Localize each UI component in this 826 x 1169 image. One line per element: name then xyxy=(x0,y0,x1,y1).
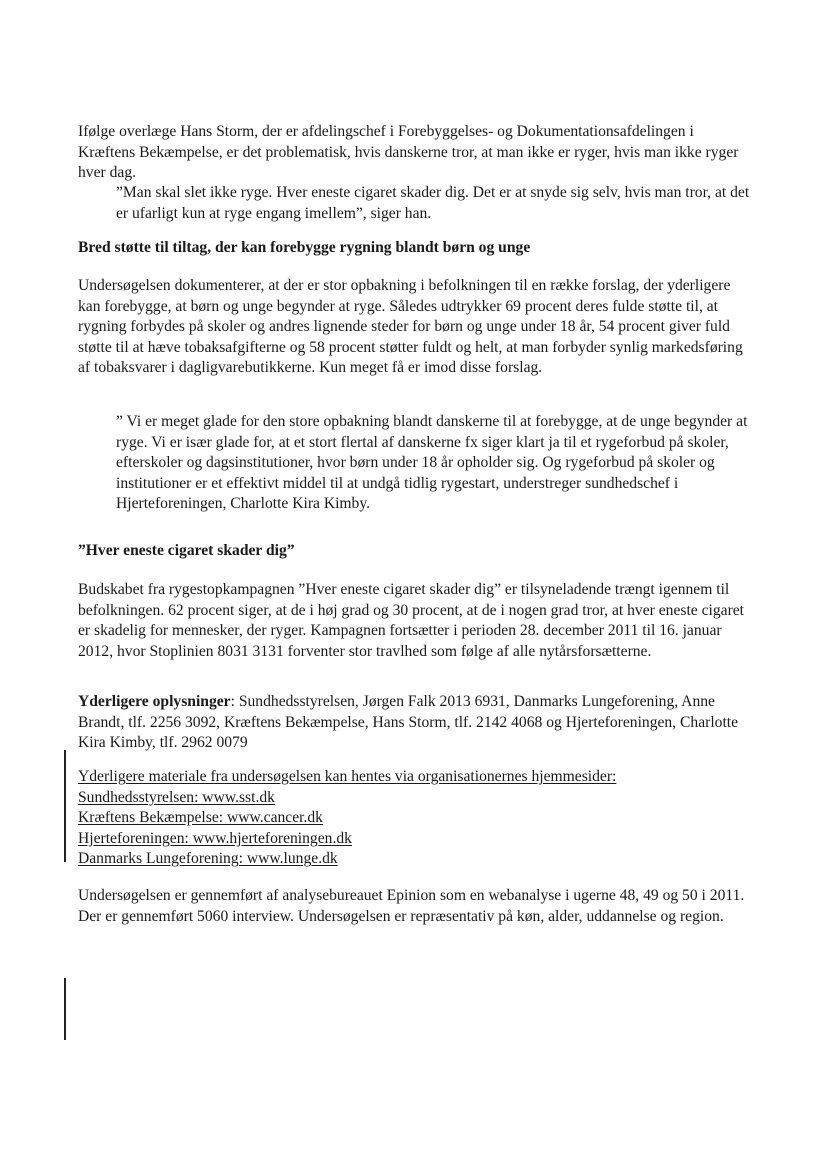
links-section xyxy=(78,767,750,870)
link-kraeftens-bekaempelse[interactable]: Kræftens Bekæmpelse: www.cancer.dk xyxy=(78,809,323,826)
section-heading-campaign: ”Hver eneste cigaret skader dig” xyxy=(78,542,295,559)
revision-bar xyxy=(64,750,66,862)
links-intro-link[interactable]: Yderligere materiale fra undersøgelsen kan hentes via organisationernes hjemmesider: xyxy=(78,768,617,785)
intro-paragraph: Ifølge overlæge Hans Storm, der er afdelingschef i Forebyggelses- og Dokumentationsafdelingen i Kræftens Bekæmpelse, er det problematisk, hvis danskerne tror, at man ikke er ryger, hvis man ikke ryger hver dag. xyxy=(78,123,739,181)
support-paragraph: Undersøgelsen dokumenterer, at der er stor opbakning i befolkningen til en række forslag, der yderligere kan forebygge, at børn og unge begynder at ryge. Således udtrykker 69 procent deres fulde støtte til, at rygning forbydes på skoler og andres lignende steder for børn og unge under 18 år, 54 procent giver fuld støtte til at hæve tobaksafgifterne og 58 procent støtter fuldt og helt, at man forbyder synlig markedsføring af tobaksvarer i dagligvarebutikkerne. Kun meget få er imod disse forslag. xyxy=(78,277,743,376)
contact-info xyxy=(78,692,750,754)
method-paragraph: Undersøgelsen er gennemført af analysebureauet Epinion som en webanalyse i ugerne 48, 49 og 50 i 2011. Der er gennemført 5060 interview. Undersøgelsen er repræsentativ på køn, alder, uddannelse og region. xyxy=(78,887,745,925)
section-heading-support: Bred støtte til tiltag, der kan forebygge rygning blandt børn og unge xyxy=(78,239,531,256)
link-lungeforening[interactable]: Danmarks Lungeforening: www.lunge.dk xyxy=(78,850,338,867)
link-hjerteforeningen[interactable]: Hjerteforeningen: www.hjerteforeningen.dk xyxy=(78,829,352,847)
contact-label: Yderligere oplysninger xyxy=(78,693,231,710)
campaign-paragraph: Budskabet fra rygestopkampagnen ”Hver eneste cigaret skader dig” er tilsyneladende trængt igennem til befolkningen. 62 procent siger, at de i høj grad og 30 procent, at de i nogen grad tror, at hver eneste cigaret er skadelig for mennesker, der ryger. Kampagnen fortsætter i perioden 28. december 2011 til 16. januar 2012, hvor Stoplinien 8031 3131 forventer stor travlhed som følge af alle nytårsforsætterne. xyxy=(78,581,745,660)
revision-bar-lower xyxy=(64,978,66,1040)
quote-charlotte-kimby: ” Vi er meget glade for den store opbakning blandt danskerne til at forebygge, at de unge begynder at ryge. Vi er især glade for, at et stort flertal af danskerne fx siger klart ja til et rygeforbud på skoler, efterskoler og dagsinstitutioner, hvor børn under 18 år opholder sig. Og rygeforbud på skoler og institutioner er et effektivt middel til at undgå tidlig rygestart, understreger sundhedschef i Hjerteforeningen, Charlotte Kira Kimby. xyxy=(116,413,748,512)
contact-text: : Sundhedsstyrelsen, Jørgen Falk 2013 6931, Danmarks Lungeforening, Anne Brandt, tlf. 2256 3092, Kræftens Bekæmpelse, Hans Storm, tlf. 2142 4068 og Hjerteforeningen, Charlotte Kira Kimby, tlf. 2962 0079 xyxy=(78,693,739,751)
quote-hans-storm: ”Man skal slet ikke ryge. Hver eneste cigaret skader dig. Det er at snyde sig selv, hvis man tror, at det er ufarligt kun at ryge engang imellem”, siger han. xyxy=(116,184,750,222)
link-sundhedsstyrelsen[interactable]: Sundhedsstyrelsen: www.sst.dk xyxy=(78,788,275,806)
